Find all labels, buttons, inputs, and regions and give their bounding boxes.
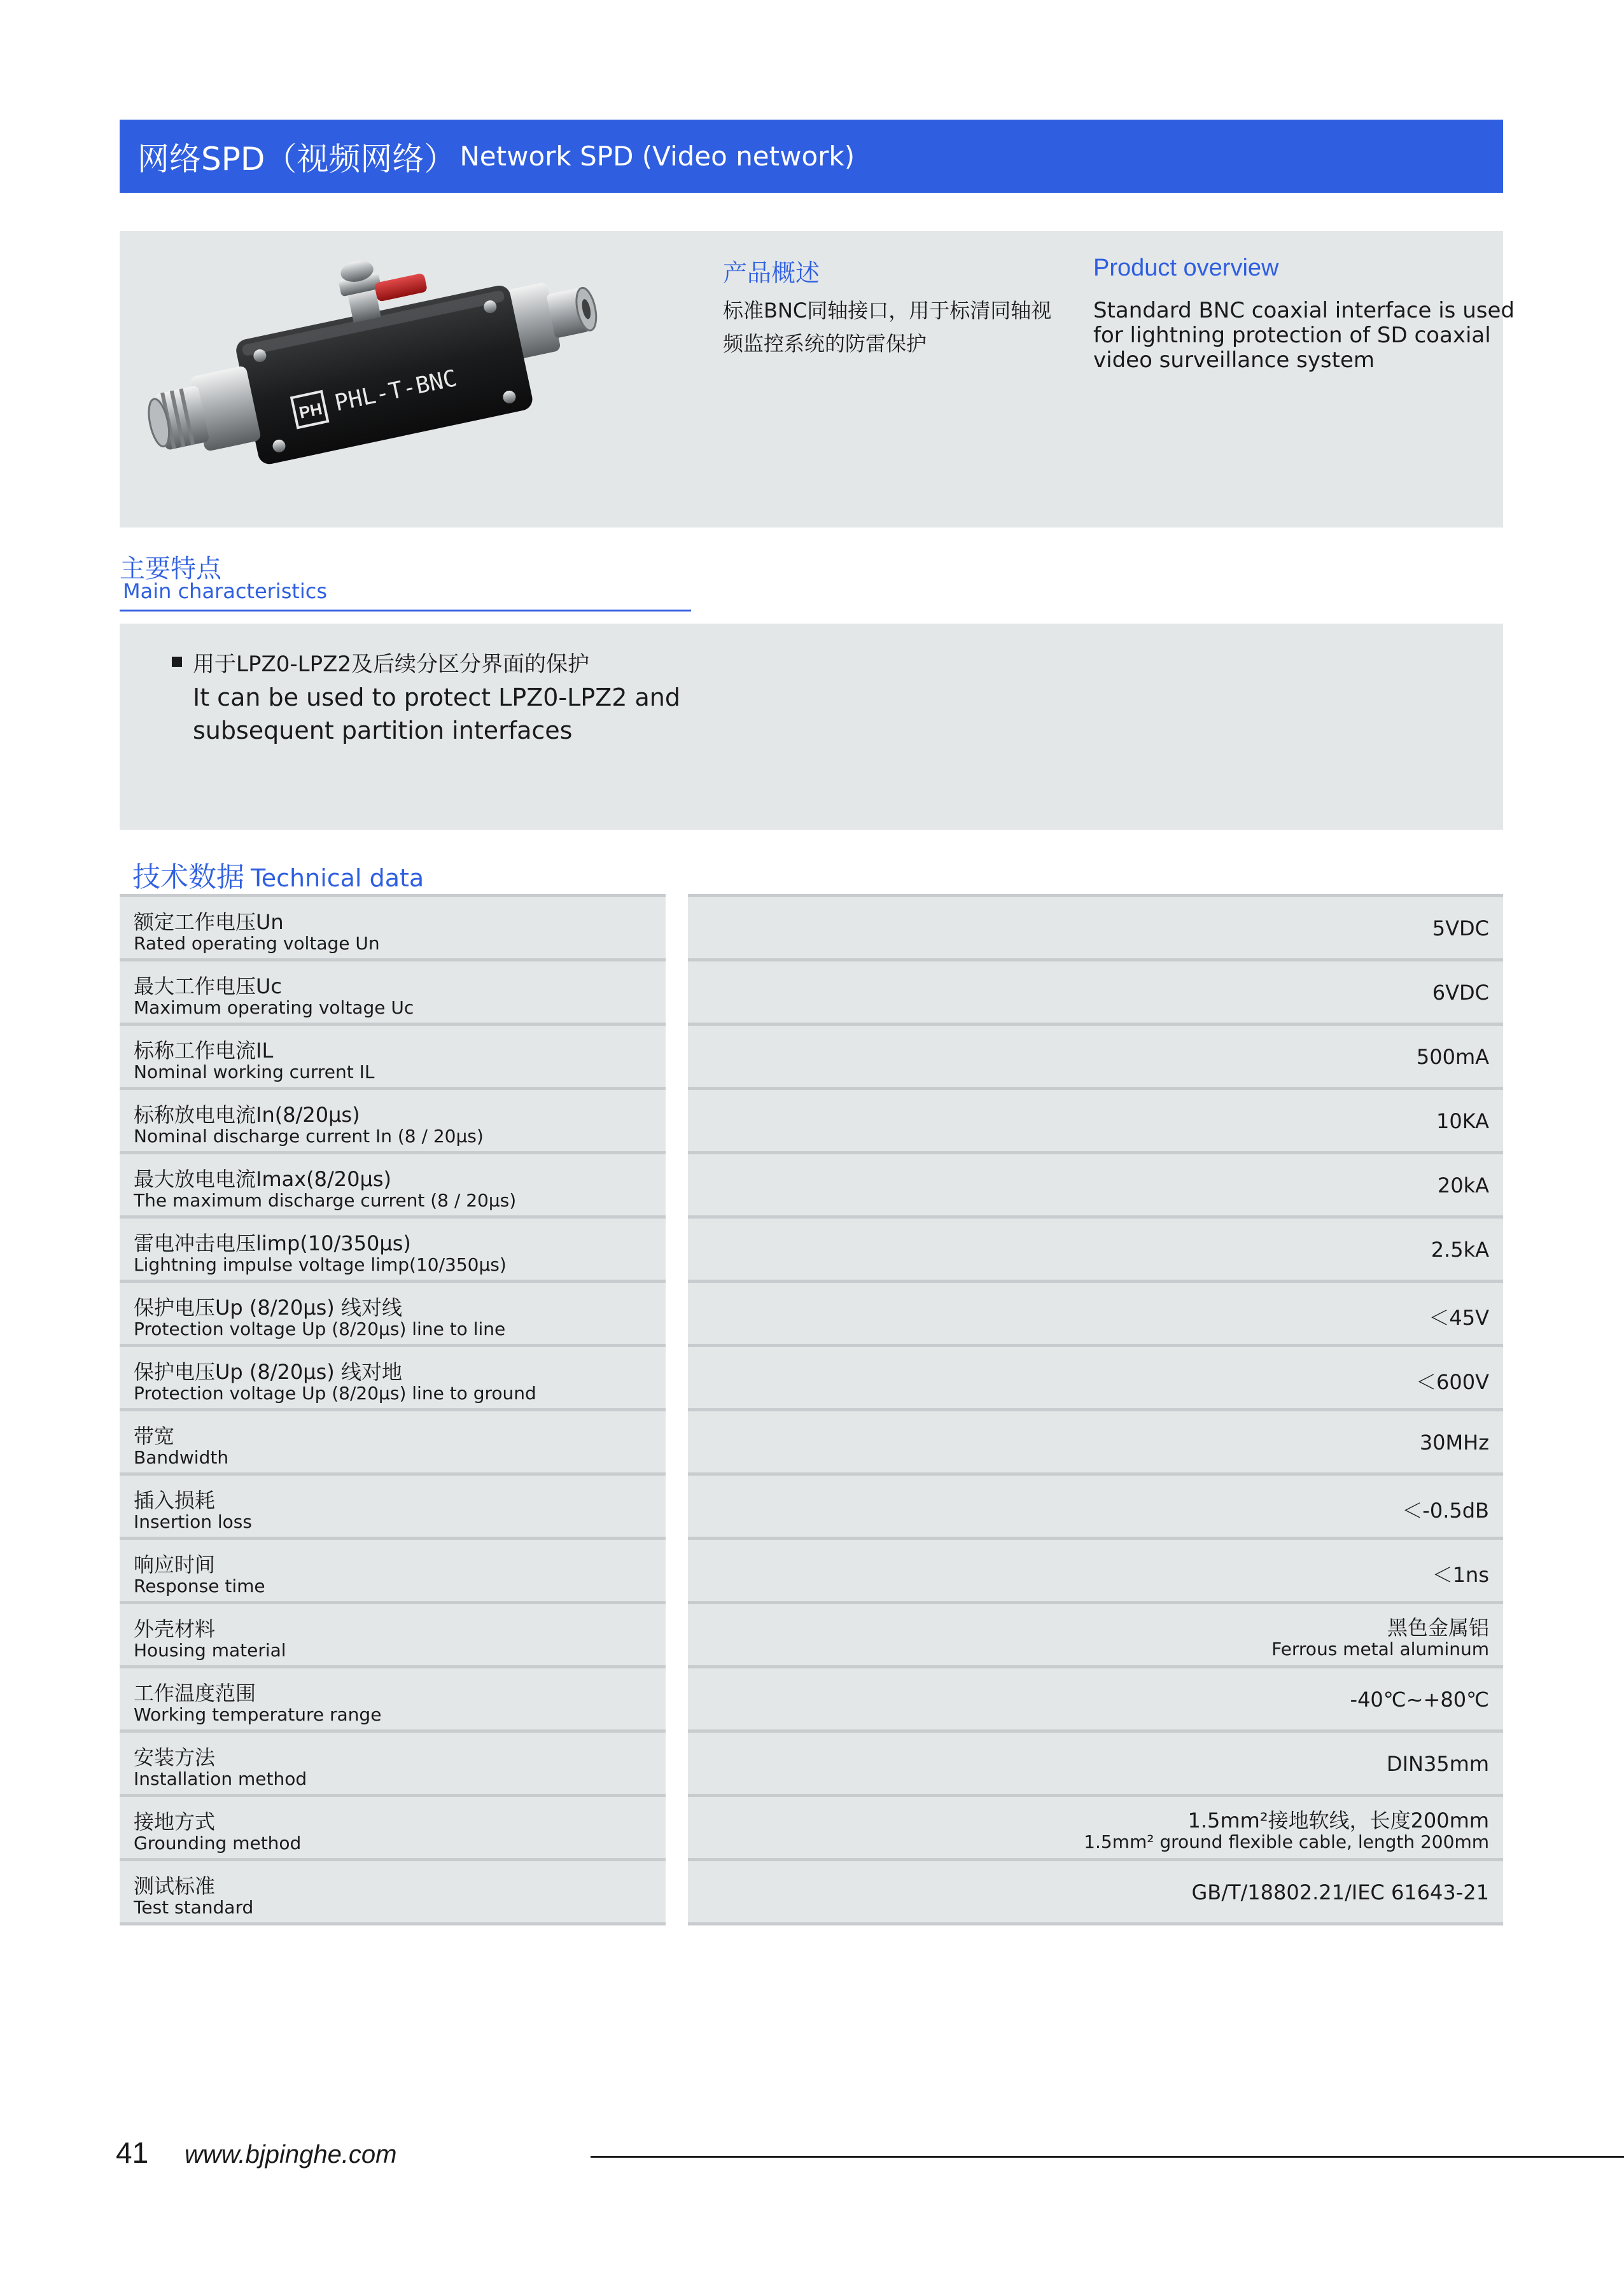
table-row bbox=[120, 1733, 1503, 1797]
spec-value-cell bbox=[688, 961, 1503, 1026]
spec-label-cell bbox=[120, 1090, 666, 1154]
table-row bbox=[120, 1861, 1503, 1925]
spec-value-cell bbox=[688, 1411, 1503, 1476]
spec-label-cn: 响应时间 bbox=[134, 1553, 216, 1577]
spec-label-en: Grounding method bbox=[134, 1833, 302, 1854]
spec-label-en: Rated operating voltage Un bbox=[134, 933, 380, 954]
table-row bbox=[120, 1411, 1503, 1476]
feature-text-cn: 用于LPZ0-LPZ2及后续分区分界面的保护 bbox=[193, 652, 590, 677]
feature-text-en-1: It can be used to protect LPZ0-LPZ2 and bbox=[193, 683, 680, 711]
spec-label-cell bbox=[120, 1219, 666, 1283]
feature-text-en-2: subsequent partition interfaces bbox=[193, 716, 573, 744]
page-number: 41 bbox=[116, 2136, 149, 2169]
product-logo-text: PH bbox=[297, 398, 324, 423]
table-row bbox=[120, 1219, 1503, 1283]
technical-data-title-en: Technical data bbox=[251, 864, 424, 892]
spec-value-cell bbox=[688, 1540, 1503, 1604]
spec-value: -40℃~+80℃ bbox=[1350, 1688, 1489, 1712]
page-title-banner bbox=[120, 120, 1503, 193]
spec-label-en: Working temperature range bbox=[134, 1704, 382, 1725]
spec-label-cell bbox=[120, 1476, 666, 1540]
spec-value: ＜-0.5dB bbox=[1402, 1499, 1489, 1523]
overview-text-cn-2: 频监控系统的防雷保护 bbox=[723, 332, 927, 356]
spec-label-en: Lightning impulse voltage limp(10/350μs) bbox=[134, 1254, 507, 1275]
technical-data-title-cn: 技术数据 bbox=[132, 861, 244, 893]
spec-label-cell bbox=[120, 1154, 666, 1219]
overview-text-cn-1: 标准BNC同轴接口，用于标清同轴视 bbox=[723, 298, 1052, 323]
feature-text-en bbox=[193, 681, 766, 747]
spec-label-en: Installation method bbox=[134, 1768, 307, 1789]
spec-value: 500mA bbox=[1416, 1045, 1489, 1069]
overview-title-cn: 产品概述 bbox=[723, 260, 820, 287]
spec-label-cn: 最大放电电流Imax(8/20μs) bbox=[134, 1167, 392, 1191]
technical-data-title bbox=[132, 854, 424, 895]
spec-value-cell bbox=[688, 894, 1503, 961]
spec-value-en: 1.5mm² ground flexible cable, length 200mm bbox=[1084, 1831, 1489, 1852]
overview-text-en-3: video surveillance system bbox=[1093, 347, 1375, 373]
spec-value-cell bbox=[688, 1219, 1503, 1283]
spec-label-en: Nominal working current IL bbox=[134, 1061, 375, 1082]
spec-label-cn: 接地方式 bbox=[134, 1810, 216, 1834]
spec-value-cell bbox=[688, 1026, 1503, 1090]
spec-label-cn: 测试标准 bbox=[134, 1874, 216, 1898]
spec-value: DIN35mm bbox=[1386, 1752, 1489, 1776]
table-row bbox=[120, 1026, 1503, 1090]
spec-value: 10KA bbox=[1436, 1109, 1489, 1133]
spec-value: ＜45V bbox=[1429, 1306, 1489, 1330]
spec-value: 2.5kA bbox=[1431, 1238, 1489, 1262]
page-title-en: Network SPD (Video network) bbox=[459, 141, 855, 172]
spec-value: 1.5mm²接地软线，长度200mm bbox=[1187, 1808, 1489, 1833]
spec-value-cell bbox=[688, 1733, 1503, 1797]
table-row bbox=[120, 1090, 1503, 1154]
spec-label-en: Protection voltage Up (8/20μs) line to ground bbox=[134, 1383, 536, 1404]
spec-label-cn: 外壳材料 bbox=[134, 1617, 216, 1641]
spec-value: GB/T/18802.21/IEC 61643-21 bbox=[1191, 1880, 1489, 1904]
website-link[interactable]: www.bjpinghe.com bbox=[185, 2141, 397, 2169]
spec-label-en: The maximum discharge current (8 / 20μs) bbox=[134, 1190, 517, 1211]
spec-label-cn: 雷电冲击电压limp(10/350μs) bbox=[134, 1231, 411, 1255]
spec-value: 30MHz bbox=[1419, 1430, 1489, 1455]
spec-label-cell bbox=[120, 961, 666, 1026]
spec-label-cell bbox=[120, 1861, 666, 1925]
spec-table bbox=[120, 897, 1503, 1925]
spec-label-cell bbox=[120, 1283, 666, 1347]
spec-value-cell bbox=[688, 1861, 1503, 1925]
table-row bbox=[120, 961, 1503, 1026]
table-row bbox=[120, 897, 1503, 961]
spec-label-cell bbox=[120, 1026, 666, 1090]
spec-label-cn: 工作温度范围 bbox=[134, 1681, 256, 1705]
spec-value: ＜1ns bbox=[1432, 1563, 1489, 1587]
table-row bbox=[120, 1797, 1503, 1861]
table-row bbox=[120, 1540, 1503, 1604]
table-row bbox=[120, 1283, 1503, 1347]
spec-label-cn: 标称工作电流IL bbox=[134, 1038, 274, 1063]
spec-label-en: Housing material bbox=[134, 1640, 286, 1661]
spec-value-cell bbox=[688, 1797, 1503, 1861]
spec-label-cn: 保护电压Up (8/20μs) 线对地 bbox=[134, 1360, 402, 1384]
spec-label-en: Insertion loss bbox=[134, 1511, 252, 1532]
spec-label-cell bbox=[120, 1540, 666, 1604]
spec-label-en: Nominal discharge current In (8 / 20μs) bbox=[134, 1126, 484, 1147]
page-title-cn: 网络SPD（视频网络） bbox=[137, 140, 456, 178]
spec-label-cn: 带宽 bbox=[134, 1424, 175, 1448]
spec-label-en: Maximum operating voltage Uc bbox=[134, 997, 414, 1018]
spec-label-cn: 额定工作电压Un bbox=[134, 910, 284, 934]
spec-value: 5VDC bbox=[1432, 916, 1489, 940]
footer-divider bbox=[591, 2156, 1624, 2158]
spec-value: 6VDC bbox=[1432, 981, 1489, 1005]
spec-label-cn: 标称放电电流In(8/20μs) bbox=[134, 1103, 360, 1127]
table-row bbox=[120, 1476, 1503, 1540]
spec-value-cell bbox=[688, 1154, 1503, 1219]
main-characteristics-title-en: Main characteristics bbox=[123, 579, 328, 603]
spec-label-cell bbox=[120, 894, 666, 961]
spec-label-cn: 最大工作电压Uc bbox=[134, 974, 283, 998]
product-image bbox=[137, 242, 627, 515]
spec-label-cell bbox=[120, 1604, 666, 1668]
spec-label-cn: 插入损耗 bbox=[134, 1488, 216, 1513]
spec-label-en: Bandwidth bbox=[134, 1447, 229, 1468]
main-characteristics-title-cn: 主要特点 bbox=[120, 554, 221, 583]
spec-value-cell bbox=[688, 1668, 1503, 1733]
spec-label-cn: 保护电压Up (8/20μs) 线对线 bbox=[134, 1296, 402, 1320]
table-row bbox=[120, 1604, 1503, 1668]
overview-text-en-1: Standard BNC coaxial interface is used bbox=[1093, 298, 1515, 323]
spec-label-cn: 安装方法 bbox=[134, 1745, 216, 1770]
table-row bbox=[120, 1154, 1503, 1219]
spec-value-cell bbox=[688, 1347, 1503, 1411]
spec-label-en: Test standard bbox=[134, 1897, 254, 1918]
spec-value-cell bbox=[688, 1604, 1503, 1668]
spec-label-cell bbox=[120, 1797, 666, 1861]
overview-text-en-2: for lightning protection of SD coaxial bbox=[1093, 323, 1491, 348]
spec-value-cell bbox=[688, 1283, 1503, 1347]
overview-title-en: Product overview bbox=[1093, 255, 1279, 281]
table-row bbox=[120, 1668, 1503, 1733]
spec-label-en: Response time bbox=[134, 1576, 265, 1597]
spec-value-en: Ferrous metal aluminum bbox=[1271, 1639, 1489, 1660]
spec-label-cell bbox=[120, 1733, 666, 1797]
spec-label-cell bbox=[120, 1411, 666, 1476]
spec-value-cell bbox=[688, 1090, 1503, 1154]
spec-value-cell bbox=[688, 1476, 1503, 1540]
section-underline bbox=[120, 610, 691, 611]
table-row bbox=[120, 1347, 1503, 1411]
spec-value: 黑色金属铝 bbox=[1387, 1616, 1489, 1640]
spec-value: ＜600V bbox=[1416, 1370, 1489, 1394]
spec-label-cell bbox=[120, 1347, 666, 1411]
bullet-square-icon bbox=[172, 657, 182, 667]
product-model-label: PHL-T-BNC bbox=[332, 365, 459, 417]
spec-label-cell bbox=[120, 1668, 666, 1733]
spec-value: 20kA bbox=[1437, 1173, 1489, 1198]
spec-label-en: Protection voltage Up (8/20μs) line to line bbox=[134, 1318, 506, 1339]
